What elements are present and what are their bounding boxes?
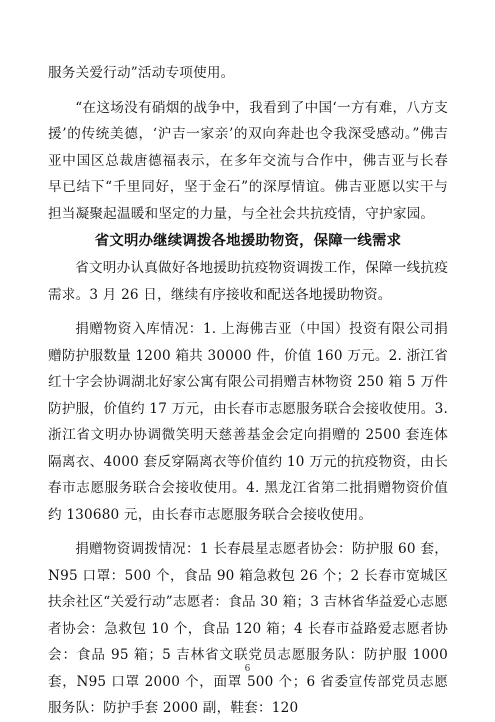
paragraph-allocation: 捐赠物资调拨情况：1 长春晨星志愿者协会：防护服 60 套，N95 口罩：500 个，食品 90 箱急救包 26 个；2 长春市宽城区扶余社区“关爱行动”志愿者：食品 30 箱；3 吉林省华益爱心志愿者协会：急救包 10 个，食品 120 箱；4 长春市益路爱志愿者协会：食品 95 箱；5 吉林省文联党员志愿服务队：防护服 1000 套，N95 口罩 2000 个，面罩 500 个；6 省委宣传部党员志愿服务队：防护手套 2000 副，鞋套：120	[48, 541, 448, 716]
paragraph-intro: 省文明办认真做好各地援助抗疫物资调拨工作，保障一线抗疫需求。3 月 26 日，继续有序接收和配送各地援助物资。	[48, 260, 448, 303]
section-heading: 省文明办继续调拨各地援助物资，保障一线需求	[94, 233, 402, 249]
paragraph-continuation: 服务关爱行动”活动专项使用。	[48, 65, 235, 81]
page-number: 6	[244, 664, 251, 674]
document-body	[48, 60, 448, 722]
paragraph-quote: “在这场没有硝烟的战争中，我看到了中国‘一方有难，八方支援’的传统美德，‘沪吉一家亲’的双向奔赴也令我深受感动。”佛吉亚中国区总裁唐德福表示，在多年交流与合作中，佛吉亚与长春早已结下“千里同好，坚于金石”的深厚情谊。佛吉亚愿以实干与担当凝聚起温暖和坚定的力量，与全社会共抗疫情，守护家园。	[48, 99, 448, 222]
paragraph-inbound-supplies: 捐赠物资入库情况：1. 上海佛吉亚（中国）投资有限公司捐赠防护服数量 1200 箱共 30000 件，价值 160 万元。2. 浙江省红十字会协调湖北好家公寓有限公司捐赠吉林物资 250 箱 5 万件防护服，价值约 17 万元，由长春市志愿服务联合会接收使用。3. 浙江省文明办协调微笑明天慈善基金会定向捐赠的 2500 套连体隔离衣、4000 套反穿隔离衣等价值约 10 万元的抗疫物资，由长春市志愿服务联合会接收使用。4. 黑龙江省第二批捐赠物资价值约 130680 元，由长春市志愿服务联合会接收使用。	[48, 321, 448, 523]
